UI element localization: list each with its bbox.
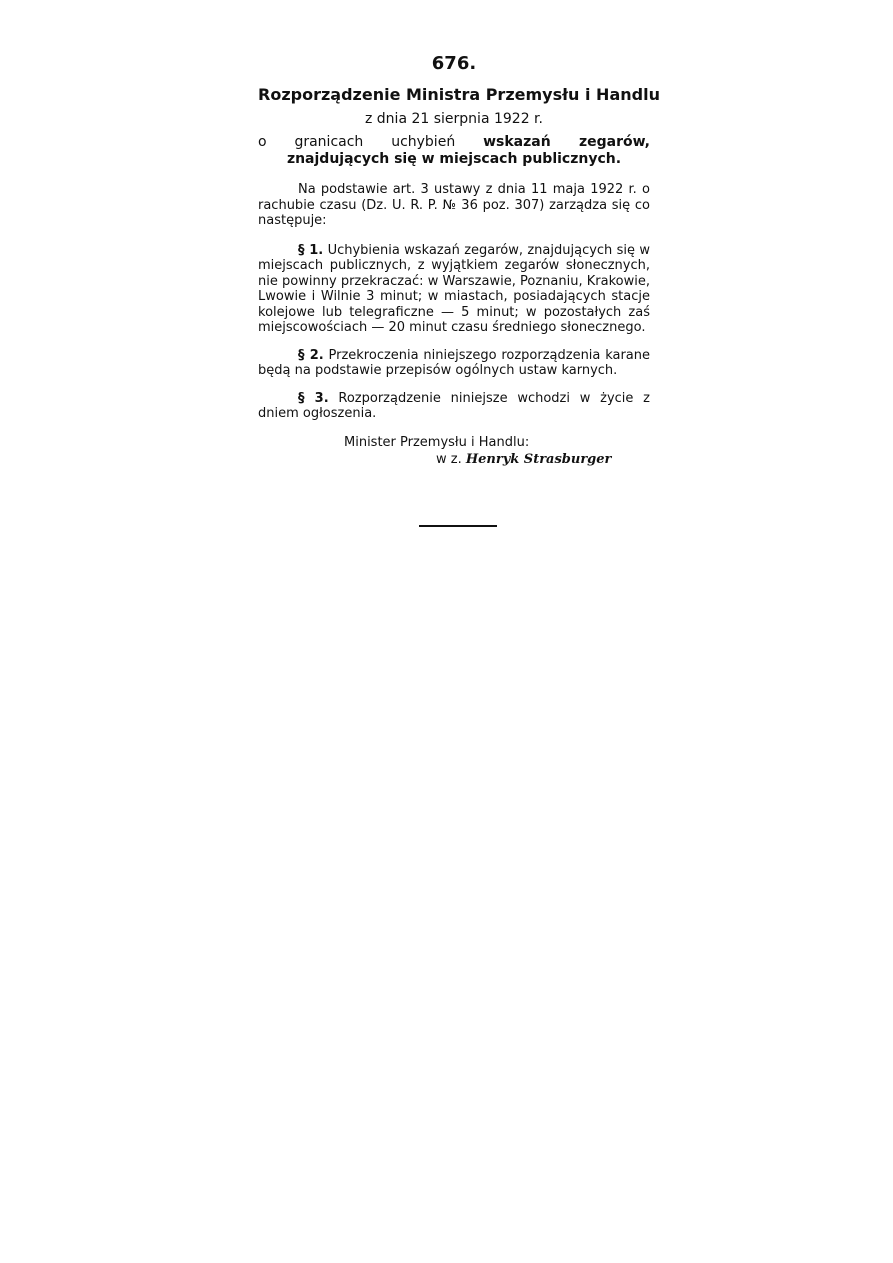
section-1 [258, 243, 650, 336]
signature-prefix: w z. [436, 451, 466, 467]
section-3-mark: § 3. [298, 390, 329, 406]
closing-rule [419, 525, 497, 527]
subject-prefix: o granicach uchybień [258, 134, 484, 150]
preamble: Na podstawie art. 3 ustawy z dnia 11 maja 1922 r. o rachubie czasu (Dz. U. R. P. № 36 poz. 307) zarządza się co następuje: [258, 182, 650, 228]
section-2-text: Przekroczenia niniejszego rozporządzenia karane będą na podstawie przepisów ogólnych ustaw karnych. [258, 347, 651, 378]
subject-bold: wskazań zegarów, znajdujących się w miejscach publicznych. [286, 134, 650, 167]
act-subject [258, 134, 650, 168]
act-date: z dnia 21 sierpnia 1922 r. [365, 111, 543, 127]
act-number: 676. [431, 53, 477, 74]
section-2-mark: § 2. [298, 347, 324, 363]
signature-label: Minister Przemysłu i Handlu: [344, 434, 530, 450]
section-3 [258, 391, 650, 422]
section-1-mark: § 1. [298, 242, 324, 258]
section-2 [258, 348, 650, 379]
section-3-text: Rozporządzenie niniejsze wchodzi w życie z dniem ogłoszenia. [258, 390, 650, 421]
signature-line [436, 451, 650, 468]
act-title: Rozporządzenie Ministra Przemysłu i Handlu [258, 85, 660, 104]
section-1-text: Uchybienia wskazań zegarów, znajdujących się w miejscach publicznych, z wyjątkiem zegarów słonecznych, nie powinny przekraczać: w Warszawie, Poznaniu, Krakowie, Lwowie i Wilnie 3 minut; w miastach, posiadających stacje kolejowe lub telegraficzne — 5 minut; w pozostałych zaś miejscowościach — 20 minut czasu średniego słonecznego. [258, 242, 650, 335]
document-column [258, 52, 660, 468]
signature-name: Henryk Strasburger [465, 451, 612, 467]
